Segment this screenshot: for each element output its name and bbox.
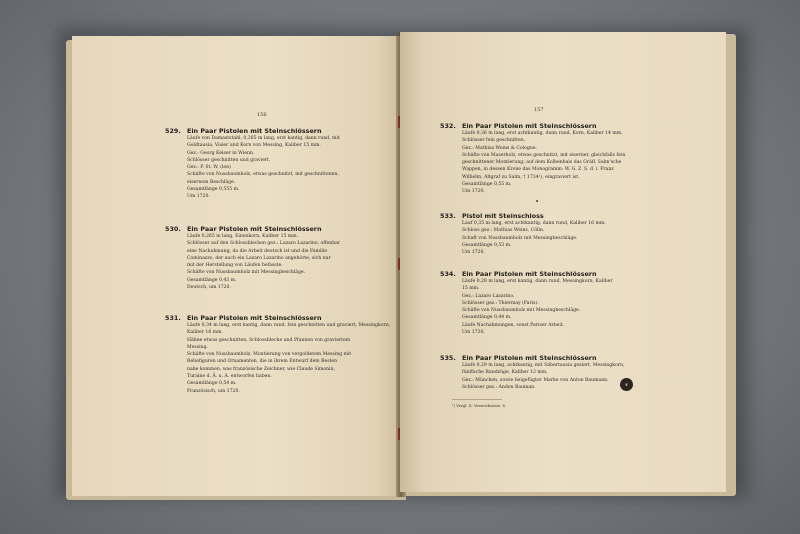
entry-line: Schaft von Nussbaumholz mit Messingbeschläge. xyxy=(462,235,578,241)
entry-line: Gesamtlänge 0,555 m. xyxy=(187,187,240,193)
entry-line: Gesamtlänge 0,55 m. xyxy=(462,182,512,188)
entry-line: Französisch, um 1720. xyxy=(187,388,240,394)
entry-line: Kaliber 16 mm. xyxy=(187,330,223,336)
entry-number: 532. xyxy=(440,122,456,130)
entry-line: Läufe 0,34 m lang, erst kantig, dann rund, fein geschnitten und graviert, Messingkorn, xyxy=(187,323,391,328)
entry-line: Läufe 0,29 m lang, achtkantig, mit Silbertausia geziert, Messingkorn, xyxy=(462,363,625,368)
entry-line: Schlösser auf den Schlossblechen gez.: Lazaro Lazarino, offenbar xyxy=(187,241,341,247)
footnote-rule xyxy=(452,399,502,400)
entry-line: Gesamtlänge 0,53 m. xyxy=(462,242,512,248)
entry-line: Läufe 0,265 m lang, Einenkorn, Kaliber 15 mm. xyxy=(187,234,299,239)
catalog-entry-531 xyxy=(165,314,390,395)
entry-number: 533. xyxy=(440,212,456,220)
right-page-number: 157 xyxy=(534,107,544,113)
entry-line: Gesamtlänge 0,44 m. xyxy=(462,315,512,321)
entry-line: 15 mm. xyxy=(462,286,480,292)
catalog-entry-530 xyxy=(165,225,340,291)
entry-line: Lauf 0,35 m lang, erst achtkantig, dann rund, Kaliber 16 mm. xyxy=(462,221,606,226)
entry-number: 534. xyxy=(440,270,456,278)
entry-line: Schloss gez.: Mathias Weins, Cölln. xyxy=(462,228,545,234)
entry-line: Gez.: P. St. W. (len) xyxy=(187,165,231,171)
print-mark xyxy=(536,200,538,202)
entry-line: eisernem Beschläge. xyxy=(187,179,236,185)
entry-line: Cominazzo, der auch ein Lazaro Lazarino angehörte, sich nur xyxy=(187,255,331,261)
entry-line: Gez.: Mathias Weins & Cologne. xyxy=(462,145,538,151)
entry-heading xyxy=(440,354,624,362)
right-page xyxy=(400,32,726,492)
entry-line: Läufe 0,36 m lang, erst achtkantig, dann rund, Korn, Kaliber 14 mm. xyxy=(462,131,623,136)
entry-line: Turaine d. Ä. u. A. entworfen haben. xyxy=(187,374,272,380)
entry-line: Schäfte von Nussbaumholz mit Messingbeschläge. xyxy=(462,308,581,314)
entry-line: geschnittener Montierung; auf dem Kolbenhals das Gräfl. Salm'sche xyxy=(462,160,622,166)
entry-line: Schäfte von Maserholz, etwas geschnitzt, mit eiserner, gleichfalls fein xyxy=(462,152,626,158)
entry-line: nahe kommen, was französische Zeichner, wie Claude Simonin, xyxy=(187,366,336,372)
left-page-number: 156 xyxy=(257,112,267,118)
entry-line: Schäfte von Nussbaumholz, etwas geschnitzt, mit geschnittenen, xyxy=(187,172,339,178)
entry-title: Ein Paar Pistolen mit Steinschlössern xyxy=(187,225,322,233)
catalog-entry-532 xyxy=(440,122,625,196)
entry-heading xyxy=(165,314,390,322)
entry-line: Um 1720. xyxy=(462,250,485,256)
catalog-entry-535 xyxy=(440,354,624,391)
entry-line: Reliefiguren und Ornamenten, die in ihrem Entwurf dem Besten xyxy=(187,359,338,365)
seal-glyph: ❦ xyxy=(624,382,629,387)
entry-line: Wappen, in dessen Krone das Monogramm: W. G. Z. S. d. i. Franz xyxy=(462,167,614,173)
entry-heading xyxy=(165,127,340,135)
entry-line: Um 1720. xyxy=(462,189,485,195)
entry-heading xyxy=(440,270,613,278)
entry-line: Schäfte von Nussbaumholz mit Messingbeschläge. xyxy=(187,270,306,276)
entry-line: Deutsch, um 1720. xyxy=(187,285,231,291)
entry-line: Gesamtlänge 0,43 m. xyxy=(187,277,237,283)
entry-line: Läufe Nachahmungen, sonst Pariser Arbeit. xyxy=(462,322,565,328)
entry-line: eine Nachahmung, da die Arbeit deutsch ist und die Familie xyxy=(187,248,328,254)
entry-line: Schlösser fein geschnitten. xyxy=(462,138,526,144)
entry-line: Gesamtlänge 0,54 m. xyxy=(187,381,237,387)
entry-line: Wilhelm, Altgraf zu Salm, † 1734¹), eingraviert ist. xyxy=(462,174,580,180)
entry-title: Ein Paar Pistolen mit Steinschlössern xyxy=(187,127,322,135)
entry-title: Ein Paar Pistolen mit Steinschlössern xyxy=(187,314,322,322)
entry-number: 531. xyxy=(165,314,181,322)
entry-heading xyxy=(440,212,606,220)
entry-line: Läufe 0,28 m lang, erst kantig, dann rund, Messingkorn, Kaliber xyxy=(462,279,613,284)
entry-title: Ein Paar Pistolen mit Steinschlössern xyxy=(462,270,597,278)
entry-line: mit der Herstellung von Läufen befasste. xyxy=(187,263,283,269)
entry-title: Pistol mit Steinschloss xyxy=(462,212,544,220)
entry-number: 529. xyxy=(165,127,181,135)
catalog-entry-534 xyxy=(440,270,613,336)
maker-mark-seal xyxy=(620,378,633,391)
entry-line: Schäfte von Nussbaumholz, Montierung von vergoldetem Messing mit xyxy=(187,352,352,358)
entry-line: Um 1730. xyxy=(462,330,485,336)
entry-heading xyxy=(165,225,340,233)
entry-heading xyxy=(440,122,625,130)
entry-line: Schlösser geschnitten und graviert. xyxy=(187,157,271,163)
entry-line: Schlösser gez.: Thiermay (Paris). xyxy=(462,300,539,306)
entry-line: Goldtausia, Visier und Korn von Messing, Kaliber 15 mm. xyxy=(187,143,321,149)
entry-line: Messing. xyxy=(187,344,208,350)
entry-line: Schlösser gez.: Andon Bauman. xyxy=(462,384,536,390)
entry-line: Läufe von Damaststahl, 0,365 m lang, erst kantig, dann rund, mit xyxy=(187,136,340,141)
entry-line: fünffache Rundzüge, Kaliber 12 mm. xyxy=(462,370,548,376)
catalog-entry-529 xyxy=(165,127,340,201)
entry-line: Hähne etwas geschnitten, Schlossbleche und Pfannen von graviertem xyxy=(187,337,351,343)
entry-line: Um 1720. xyxy=(187,194,210,200)
entry-number: 535. xyxy=(440,354,456,362)
entry-title: Ein Paar Pistolen mit Steinschlössern xyxy=(462,122,597,130)
entry-line: Gez.: Lazaro Lazarino. xyxy=(462,293,515,299)
footnote: ¹) Vergl. X. Verzeichnisse, S. xyxy=(452,403,507,408)
catalog-entry-533 xyxy=(440,212,606,256)
entry-title: Ein Paar Pistolen mit Steinschlössern xyxy=(462,354,597,362)
entry-number: 530. xyxy=(165,225,181,233)
entry-line: Gez.: München, sowie beigefügter Marke von Anton Baumann. xyxy=(462,377,609,383)
entry-line: Gez.: Georg Keiser in Wienn. xyxy=(187,150,255,156)
